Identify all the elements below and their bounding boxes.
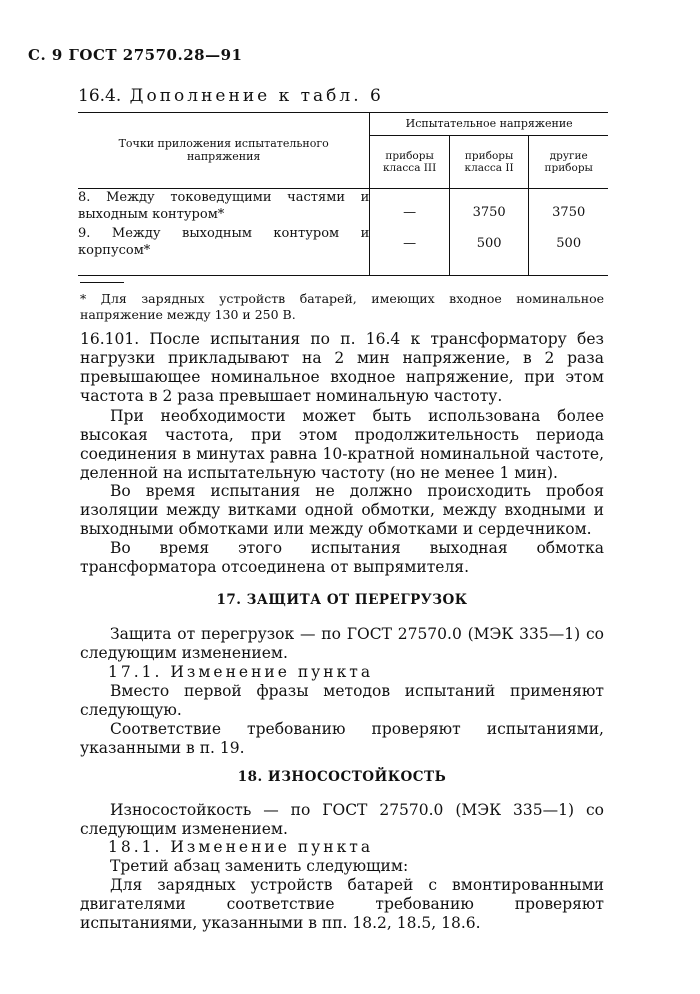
- table-row-label: 8. Между токоведущими частями и выходным контуром*: [78, 190, 370, 222]
- table-cell: —: [370, 223, 450, 276]
- section-16-4-number: 16.4.: [78, 86, 122, 106]
- section-17-intro: Защита от перегрузок — по ГОСТ 27570.0 (МЭК 335—1) со следующим изменением.: [80, 625, 604, 662]
- section-17-line: Вместо первой фразы методов испытаний применяют следующую.: [80, 682, 604, 719]
- paragraph-breakdown: Во время испытания не должно происходить пробоя изоляции между витками одной обмотки, между входными и выходными обмотками или между обмотками и сердечником.: [80, 482, 604, 538]
- table-cell: —: [370, 189, 450, 224]
- section-18-1-title: 18.1. Изменение пункта: [108, 838, 374, 856]
- paragraph-disconnect: Во время этого испытания выходная обмотка трансформатора отсоединена от выпрямителя.: [80, 539, 604, 576]
- table-row: [78, 223, 608, 276]
- section-18-title: 18. ИЗНОСОСТОЙКОСТЬ: [237, 769, 447, 785]
- paragraph-16-101: 16.101. После испытания по п. 16.4 к трансформатору без нагрузки прикладывают на 2 мин напряжение, в 2 раза превышающее номинальное входное напряжение, при этом частота в 2 раза превышает номинальную частоту.: [80, 330, 604, 405]
- table-cell: 500: [529, 223, 608, 276]
- table-header-points: Точки приложения испытательного напряжения: [78, 113, 370, 189]
- test-voltage-table: [78, 112, 608, 276]
- section-18-intro: Износостойкость — по ГОСТ 27570.0 (МЭК 335—1) со следующим изменением.: [80, 801, 604, 838]
- section-18-line: Третий абзац заменить следующим:: [110, 857, 409, 875]
- section-16-4-heading: [78, 86, 384, 106]
- table-header-class-iii: приборы класса III: [370, 136, 450, 189]
- table-footnote: * Для зарядных устройств батарей, имеющих входное номинальное напряжение между 130 и 250 В.: [80, 291, 604, 322]
- table-cell: 3750: [529, 189, 608, 224]
- section-17-line: Соответствие требованию проверяют испытаниями, указанными в п. 19.: [80, 720, 604, 757]
- table-header-test-voltage: Испытательное напряжение: [370, 113, 608, 136]
- footnote-divider: [80, 282, 124, 283]
- table-header-other: другие приборы: [529, 136, 608, 189]
- table-cell: 500: [449, 223, 529, 276]
- page-header: С. 9 ГОСТ 27570.28—91: [28, 46, 243, 64]
- table-row: [78, 189, 608, 224]
- section-17-1-title: 17.1. Изменение пункта: [108, 663, 374, 681]
- table-header-class-ii: приборы класса II: [449, 136, 529, 189]
- section-18-line: Для зарядных устройств батарей с вмонтированными двигателями соответствие требованию проверяют испытаниями, указанными в пп. 18.2, 18.5, 18.6.: [80, 876, 604, 932]
- section-17-title: 17. ЗАЩИТА ОТ ПЕРЕГРУЗОК: [216, 592, 468, 608]
- paragraph-frequency: При необходимости может быть использована более высокая частота, при этом продолжительность периода соединения в минутах равна 10-кратной номинальной частоте, деленной на испытательную частоту (но не менее 1 мин).: [80, 407, 604, 482]
- section-16-4-title: Дополнение к табл. 6: [129, 86, 384, 106]
- table-row-label: 9. Между выходным контуром и корпусом*: [78, 226, 370, 258]
- table-cell: 3750: [449, 189, 529, 224]
